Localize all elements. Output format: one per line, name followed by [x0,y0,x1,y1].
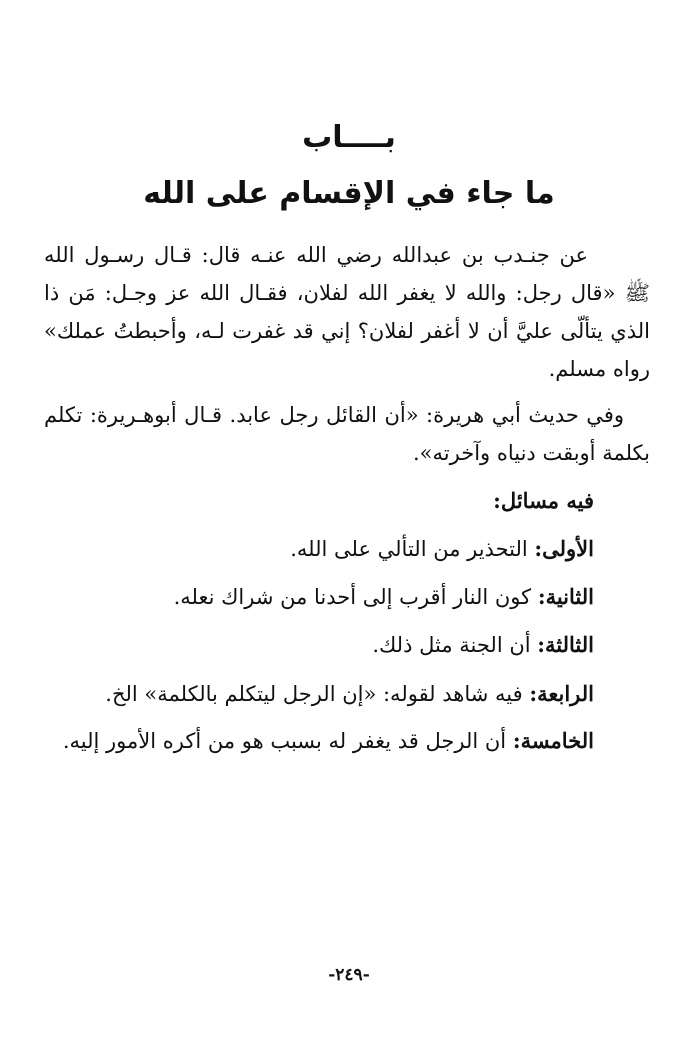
issue-label: الثانية: [537,584,594,609]
issue-label: الثالثة: [537,632,594,657]
issue-item [54,580,594,614]
issue-item [54,628,594,662]
issue-label: الأولى: [534,536,594,561]
issue-text: أن الجنة مثل ذلك. [372,633,531,657]
issue-text: أن الرجل قد يغفر له بسبب هو من أكره الأمور إليه. [62,729,507,753]
issue-label: الرابعة: [529,681,594,706]
issue-text: كون النار أقرب إلى أحدنا من شراك نعله. [173,585,532,609]
issues-heading: فيه مسائل: [493,488,594,513]
chapter-title: ما جاء في الإقسام على الله [143,176,555,211]
issue-text: التحذير من التألي على الله. [290,537,528,561]
issue-text: فيه شاهد لقوله: «إن الرجل ليتكلم بالكلمة» الخ. [105,682,523,706]
abu-hurayra-paragraph: وفي حديث أبي هريرة: «أن القائل رجل عابد. قـال أبوهـريرة: تكلم بكلمة أوبقت دنياه وآخرته». [44,403,650,465]
issue-label: الخامسة: [512,728,594,753]
issue-item [54,724,594,758]
chapter-word: بــــاب [302,120,396,155]
page-number: -٢٤٩- [328,965,370,985]
issue-item [54,532,594,566]
hadith-paragraph: عن جنـدب بن عبدالله رضي الله عنـه قال: قـال رسـول الله ﷺ «قال رجل: والله لا يغفر الله لفلان، فقـال الله عز وجـل: مَن ذا الذي يتألّى عليَّ أن لا أغفر لفلان؟ إني قد غفرت لـه، وأحبطتُ عملك» رواه مسلم. [44,243,650,381]
issue-item [54,677,594,711]
